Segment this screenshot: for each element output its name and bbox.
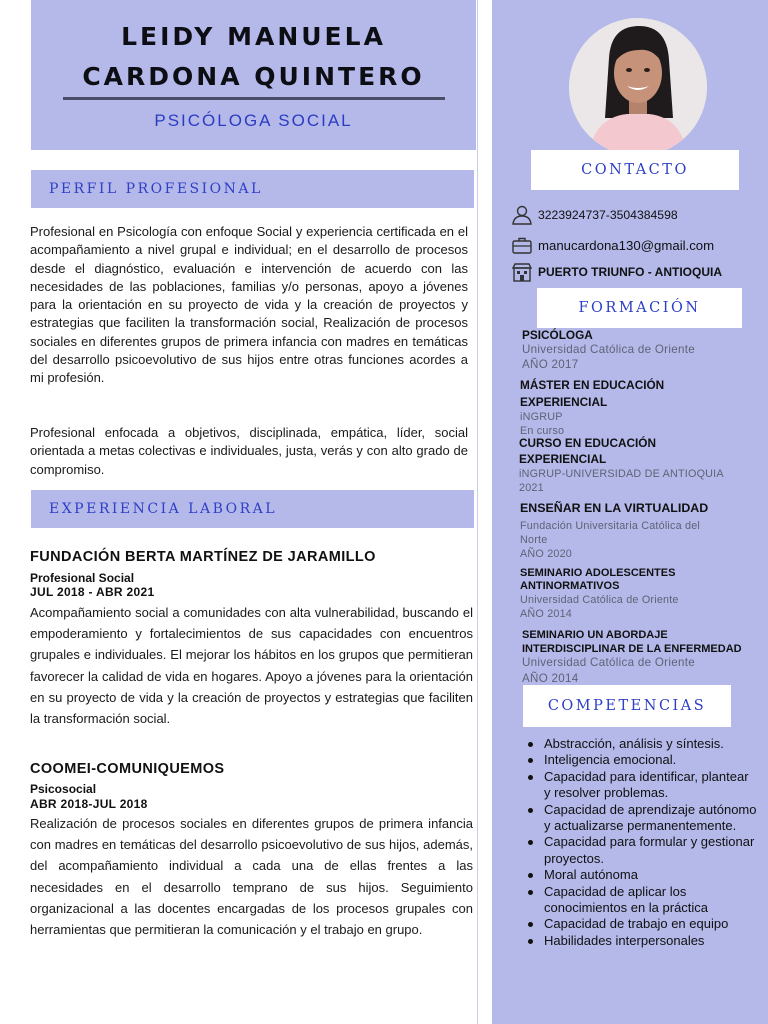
skill-item: Capacidad para formular y gestionar proyectos. <box>527 834 757 867</box>
education-item <box>519 436 724 495</box>
education-institution: Fundación Universitaria Católica del <box>520 520 701 532</box>
education-item <box>522 628 742 686</box>
skill-item: Capacidad para identificar, plantear y resolver problemas. <box>527 769 757 802</box>
job-description: Realización de procesos sociales en diferentes grupos de primera infancia con madres en temáticas del desarrollo psicoevolutivo de sus hijos, además, del acompañamiento individual a cada una de ellas frentes a las necesidades en el desarrollo temprano de sus hijos. Seguimiento organizacional a las docentes encargadas de los procesos grupales con herramientas que permitieran la comunicación y el trabajo en grupo. <box>30 816 473 938</box>
education-title: SEMINARIO UN ABORDAJE <box>522 629 668 641</box>
education-institution: Universidad Católica de Oriente <box>522 343 695 356</box>
job-subtitle: PSICÓLOGA SOCIAL <box>154 111 353 130</box>
skill-item: Capacidad de aprendizaje autónomo y actualizarse permanentemente. <box>527 802 757 835</box>
education-institution-cont: Norte <box>520 534 548 546</box>
contacto-heading: CONTACTO <box>531 150 739 190</box>
education-item <box>522 328 695 372</box>
job-role: Profesional Social <box>30 571 135 585</box>
education-year: 2021 <box>519 482 544 494</box>
name-line-2: CARDONA QUINTERO <box>82 62 425 91</box>
name-header <box>31 0 476 150</box>
job-role: Psicosocial <box>30 782 97 796</box>
competencias-heading: COMPETENCIAS <box>523 685 731 727</box>
briefcase-icon <box>511 235 533 255</box>
education-item <box>520 501 708 561</box>
formacion-heading: FORMACIÓN <box>537 288 742 328</box>
job-dates: ABR 2018-JUL 2018 <box>30 797 148 811</box>
contact-location-row <box>511 262 722 282</box>
perfil-heading: PERFIL PROFESIONAL <box>31 170 474 208</box>
perfil-paragraph-2: Profesional enfocada a objetivos, disciplinada, empática, líder, social orientada a metas colectivas e individuales, justa, verás y con alto grado de compromiso. <box>30 425 468 477</box>
education-title: CURSO EN EDUCACIÓN <box>519 436 656 450</box>
perfil-paragraph-1: Profesional en Psicología con enfoque Social y experiencia certificada en el acompañamiento a nivel grupal e individual; en el desarrollo de procesos desde el diagnóstico, evaluación e intervención de acuerdo con las necesidades de las poblaciones, familias y/o personas, apoyo a jóvenes para la orientación en su proyecto de vida y la creación de proyectos y estrategias que faciliten la transformación social, Realización de procesos sociales en diferentes grupos de primera infancia con madres en temáticas del desarrollo psicoevolutivo de sus hijos entre otras funciones acordes a mi profesión. <box>30 224 468 386</box>
education-institution: Universidad Católica de Oriente <box>522 656 695 669</box>
skill-item: Capacidad de aplicar los conocimientos en la práctica <box>527 884 757 917</box>
education-institution: Universidad Católica de Oriente <box>520 594 679 606</box>
education-year: AÑO 2014 <box>520 608 573 620</box>
building-icon <box>511 262 533 282</box>
education-item <box>520 566 679 621</box>
education-year: AÑO 2017 <box>522 357 579 371</box>
education-institution: iNGRUP-UNIVERSIDAD DE ANTIOQUIA <box>519 468 724 480</box>
experiencia-heading: EXPERIENCIA LABORAL <box>31 490 474 528</box>
education-title-cont: ANTINORMATIVOS <box>520 580 620 592</box>
education-title-cont: EXPERIENCIAL <box>519 452 607 466</box>
name-line-1: LEIDY MANUELA <box>121 22 386 51</box>
skill-item: Capacidad de trabajo en equipo <box>527 916 757 932</box>
profile-photo <box>569 18 707 156</box>
job-company: COOMEI-COMUNIQUEMOS <box>30 761 225 777</box>
skill-item: Inteligencia emocional. <box>527 752 757 768</box>
education-title: ENSEÑAR EN LA VIRTUALIDAD <box>520 501 709 515</box>
contact-phone-row <box>511 205 678 225</box>
job-company: FUNDACIÓN BERTA MARTÍNEZ DE JARAMILLO <box>30 549 376 565</box>
name-underline <box>63 97 445 100</box>
education-title: PSICÓLOGA <box>522 328 593 342</box>
skills-list <box>527 736 757 949</box>
skill-item: Moral autónoma <box>527 867 757 883</box>
contact-email-row <box>511 235 714 255</box>
contact-location: PUERTO TRIUNFO - ANTIOQUIA <box>538 265 722 279</box>
education-year: AÑO 2014 <box>522 671 579 685</box>
skill-item: Habilidades interpersonales <box>527 933 757 949</box>
sidebar-divider <box>477 0 478 1024</box>
contact-phone: 3223924737-3504384598 <box>538 208 678 222</box>
contact-email: manucardona130@gmail.com <box>538 237 715 253</box>
person-icon <box>511 205 533 225</box>
job-description: Acompañamiento social a comunidades con alta vulnerabilidad, buscando el empoderamiento y fortalecimientos de sus capacidades con encuentros grupales e individuales. El mejorar los hábitos en los grupos que permitieran favorecer la calidad de vida en hogares. Apoyo a jóvenes para la orientación en su proyecto de vida y la creación de proyectos y estrategias que faciliten la transformación social. <box>30 605 473 727</box>
job-dates: JUL 2018 - ABR 2021 <box>30 585 155 599</box>
education-title: SEMINARIO ADOLESCENTES <box>520 567 676 579</box>
education-title-cont: EXPERIENCIAL <box>520 395 608 409</box>
education-title-cont: INTERDISCIPLINAR DE LA ENFERMEDAD <box>522 643 742 655</box>
education-year: AÑO 2020 <box>520 548 573 560</box>
education-institution: iNGRUP <box>520 411 563 423</box>
skill-item: Abstracción, análisis y síntesis. <box>527 736 757 752</box>
education-item <box>520 378 664 438</box>
education-title: MÁSTER EN EDUCACIÓN <box>520 378 665 392</box>
education-year: En curso <box>520 425 565 437</box>
